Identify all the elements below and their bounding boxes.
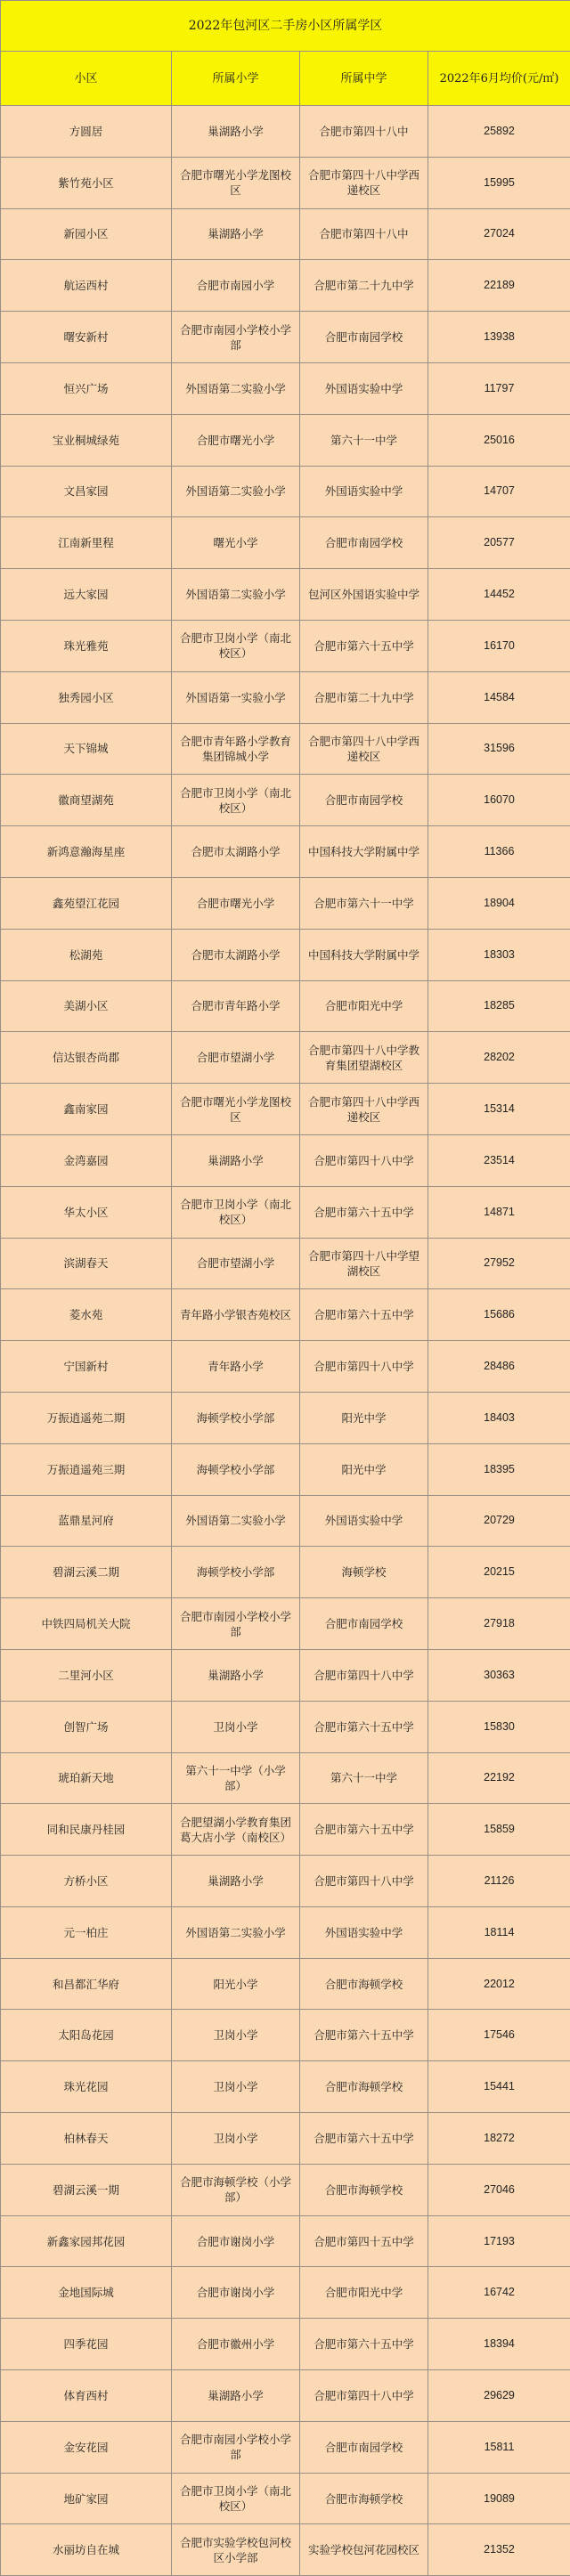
middle-school-cell: 合肥市第四十八中学西递校区: [300, 1084, 428, 1135]
community-cell: 宁国新村: [1, 1341, 172, 1393]
price-cell: 16170: [428, 620, 570, 671]
community-cell: 松湖苑: [1, 929, 172, 980]
middle-school-cell: 外国语实验中学: [300, 1495, 428, 1547]
price-cell: 18272: [428, 2113, 570, 2165]
primary-school-cell: 合肥市曙光小学: [172, 414, 300, 466]
price-cell: 13938: [428, 312, 570, 363]
community-cell: 同和民康丹桂园: [1, 1804, 172, 1856]
table-row: [1, 208, 570, 260]
table-row: [1, 1856, 570, 1907]
community-cell: 美湖小区: [1, 980, 172, 1032]
primary-school-cell: 海顿学校小学部: [172, 1392, 300, 1443]
table-row: [1, 2061, 570, 2113]
community-cell: 滨湖春天: [1, 1238, 172, 1289]
primary-school-cell: 卫岗小学: [172, 2010, 300, 2061]
middle-school-cell: 中国科技大学附属中学: [300, 826, 428, 878]
table-row: [1, 260, 570, 312]
primary-school-cell: 合肥市曙光小学龙图校区: [172, 1084, 300, 1135]
middle-school-cell: 合肥市第四十八中学西递校区: [300, 723, 428, 775]
community-cell: 鑫苑望江花园: [1, 877, 172, 929]
primary-school-cell: 合肥市南园小学: [172, 260, 300, 312]
primary-school-cell: 合肥市青年路小学教育集团锦城小学: [172, 723, 300, 775]
community-cell: 金安花园: [1, 2421, 172, 2473]
price-cell: 28202: [428, 1032, 570, 1084]
price-cell: 17546: [428, 2010, 570, 2061]
middle-school-cell: 合肥市第四十八中学教育集团望湖校区: [300, 1032, 428, 1084]
price-cell: 14871: [428, 1186, 570, 1238]
table-row: [1, 1186, 570, 1238]
price-cell: 18394: [428, 2319, 570, 2370]
primary-school-cell: 曙光小学: [172, 517, 300, 569]
community-cell: 菱水苑: [1, 1289, 172, 1341]
table-row: [1, 2370, 570, 2422]
primary-school-cell: 海顿学校小学部: [172, 1547, 300, 1598]
middle-school-cell: 合肥市第二十九中学: [300, 260, 428, 312]
price-cell: 31596: [428, 723, 570, 775]
table-row: [1, 2215, 570, 2267]
table-row: [1, 2473, 570, 2524]
community-cell: 新鸿意瀚海星座: [1, 826, 172, 878]
price-cell: 25016: [428, 414, 570, 466]
table-row: [1, 2319, 570, 2370]
table-row: [1, 2010, 570, 2061]
title-row: [1, 1, 570, 52]
table-row: [1, 1598, 570, 1650]
price-cell: 27046: [428, 2164, 570, 2215]
price-cell: 14584: [428, 671, 570, 723]
primary-school-cell: 合肥市谢岗小学: [172, 2267, 300, 2319]
primary-school-cell: 第六十一中学（小学部）: [172, 1752, 300, 1804]
primary-school-cell: 外国语第二实验小学: [172, 1495, 300, 1547]
price-cell: 18303: [428, 929, 570, 980]
table-title: 2022年包河区二手房小区所属学区: [1, 1, 570, 52]
price-cell: 21126: [428, 1856, 570, 1907]
price-cell: 22012: [428, 1958, 570, 2010]
table-row: [1, 362, 570, 414]
middle-school-cell: 合肥市第六十五中学: [300, 2319, 428, 2370]
middle-school-cell: 合肥市第六十五中学: [300, 1701, 428, 1752]
column-header-community: 小区: [1, 52, 172, 106]
community-cell: 万振逍遥苑二期: [1, 1392, 172, 1443]
community-cell: 珠光花园: [1, 2061, 172, 2113]
primary-school-cell: 外国语第二实验小学: [172, 569, 300, 621]
middle-school-cell: 合肥市第六十五中学: [300, 1289, 428, 1341]
community-cell: 方圆居: [1, 106, 172, 158]
table-row: [1, 929, 570, 980]
community-cell: 柏林春天: [1, 2113, 172, 2165]
price-cell: 14452: [428, 569, 570, 621]
table-row: [1, 2421, 570, 2473]
community-cell: 中铁四局机关大院: [1, 1598, 172, 1650]
primary-school-cell: 合肥市曙光小学: [172, 877, 300, 929]
community-cell: 紫竹苑小区: [1, 157, 172, 208]
community-cell: 太阳岛花园: [1, 2010, 172, 2061]
middle-school-cell: 中国科技大学附属中学: [300, 929, 428, 980]
price-cell: 18395: [428, 1443, 570, 1495]
table-row: [1, 157, 570, 208]
primary-school-cell: 合肥市卫岗小学（南北校区）: [172, 620, 300, 671]
primary-school-cell: 合肥市曙光小学龙图校区: [172, 157, 300, 208]
middle-school-cell: 合肥市海顿学校: [300, 2473, 428, 2524]
price-cell: 11797: [428, 362, 570, 414]
community-cell: 天下锦城: [1, 723, 172, 775]
middle-school-cell: 阳光中学: [300, 1443, 428, 1495]
middle-school-cell: 合肥市第六十五中学: [300, 1804, 428, 1856]
middle-school-cell: 合肥市南园学校: [300, 2421, 428, 2473]
primary-school-cell: 合肥市海顿学校（小学部）: [172, 2164, 300, 2215]
primary-school-cell: 合肥市南园小学校小学部: [172, 2421, 300, 2473]
price-cell: 27918: [428, 1598, 570, 1650]
community-cell: 航运西村: [1, 260, 172, 312]
community-cell: 信达银杏尚郡: [1, 1032, 172, 1084]
table-row: [1, 517, 570, 569]
table-row: [1, 312, 570, 363]
middle-school-cell: 外国语实验中学: [300, 466, 428, 517]
middle-school-cell: 合肥市南园学校: [300, 312, 428, 363]
community-cell: 徽商望湖苑: [1, 775, 172, 826]
table-row: [1, 106, 570, 158]
community-cell: 新鑫家园邦花园: [1, 2215, 172, 2267]
primary-school-cell: 巢湖路小学: [172, 106, 300, 158]
primary-school-cell: 合肥市望湖小学: [172, 1032, 300, 1084]
primary-school-cell: 合肥市徽州小学: [172, 2319, 300, 2370]
table-row: [1, 2524, 570, 2576]
table-row: [1, 1958, 570, 2010]
middle-school-cell: 合肥市第六十五中学: [300, 2113, 428, 2165]
middle-school-cell: 外国语实验中学: [300, 362, 428, 414]
table-row: [1, 466, 570, 517]
price-cell: 15995: [428, 157, 570, 208]
community-cell: 江南新里程: [1, 517, 172, 569]
middle-school-cell: 合肥市第二十九中学: [300, 671, 428, 723]
primary-school-cell: 卫岗小学: [172, 2061, 300, 2113]
community-cell: 恒兴广场: [1, 362, 172, 414]
header-row: [1, 52, 570, 106]
table-row: [1, 877, 570, 929]
price-cell: 19089: [428, 2473, 570, 2524]
price-cell: 22192: [428, 1752, 570, 1804]
middle-school-cell: 合肥市第四十八中: [300, 106, 428, 158]
community-cell: 地矿家园: [1, 2473, 172, 2524]
price-cell: 30363: [428, 1649, 570, 1701]
primary-school-cell: 巢湖路小学: [172, 1134, 300, 1186]
primary-school-cell: 阳光小学: [172, 1958, 300, 2010]
primary-school-cell: 外国语第一实验小学: [172, 671, 300, 723]
community-cell: 琥珀新天地: [1, 1752, 172, 1804]
price-cell: 16742: [428, 2267, 570, 2319]
middle-school-cell: 第六十一中学: [300, 414, 428, 466]
middle-school-cell: 合肥市第四十八中学: [300, 1856, 428, 1907]
community-cell: 万振逍遥苑三期: [1, 1443, 172, 1495]
table-row: [1, 1906, 570, 1958]
price-cell: 25892: [428, 106, 570, 158]
middle-school-cell: 合肥市第四十五中学: [300, 2215, 428, 2267]
middle-school-cell: 合肥市阳光中学: [300, 2267, 428, 2319]
price-cell: 15441: [428, 2061, 570, 2113]
price-cell: 14707: [428, 466, 570, 517]
price-cell: 18114: [428, 1906, 570, 1958]
table-row: [1, 1752, 570, 1804]
price-cell: 18285: [428, 980, 570, 1032]
primary-school-cell: 合肥市实验学校包河校区小学部: [172, 2524, 300, 2576]
table-row: [1, 414, 570, 466]
primary-school-cell: 合肥望湖小学教育集团葛大店小学（南校区）: [172, 1804, 300, 1856]
community-cell: 鑫南家园: [1, 1084, 172, 1135]
middle-school-cell: 合肥市第四十八中: [300, 208, 428, 260]
price-cell: 20215: [428, 1547, 570, 1598]
table-row: [1, 569, 570, 621]
table-body: [1, 106, 570, 2576]
community-cell: 四季花园: [1, 2319, 172, 2370]
table-row: [1, 671, 570, 723]
table-row: [1, 826, 570, 878]
primary-school-cell: 巢湖路小学: [172, 2370, 300, 2422]
community-cell: 水丽坊自在城: [1, 2524, 172, 2576]
middle-school-cell: 合肥市南园学校: [300, 1598, 428, 1650]
price-cell: 18403: [428, 1392, 570, 1443]
primary-school-cell: 外国语第二实验小学: [172, 1906, 300, 1958]
primary-school-cell: 巢湖路小学: [172, 1649, 300, 1701]
primary-school-cell: 外国语第二实验小学: [172, 466, 300, 517]
price-cell: 15859: [428, 1804, 570, 1856]
primary-school-cell: 合肥市望湖小学: [172, 1238, 300, 1289]
table-row: [1, 1238, 570, 1289]
community-cell: 宝业桐城绿苑: [1, 414, 172, 466]
middle-school-cell: 合肥市第六十五中学: [300, 2010, 428, 2061]
middle-school-cell: 合肥市第四十八中学望湖校区: [300, 1238, 428, 1289]
table-row: [1, 1547, 570, 1598]
middle-school-cell: 合肥市第四十八中学: [300, 1341, 428, 1393]
price-cell: 16070: [428, 775, 570, 826]
price-cell: 17193: [428, 2215, 570, 2267]
table-row: [1, 1804, 570, 1856]
community-cell: 元一柏庄: [1, 1906, 172, 1958]
middle-school-cell: 合肥市阳光中学: [300, 980, 428, 1032]
middle-school-cell: 阳光中学: [300, 1392, 428, 1443]
primary-school-cell: 合肥市卫岗小学（南北校区）: [172, 1186, 300, 1238]
primary-school-cell: 合肥市太湖路小学: [172, 929, 300, 980]
middle-school-cell: 合肥市第四十八中学: [300, 1134, 428, 1186]
table-row: [1, 1495, 570, 1547]
table-row: [1, 1701, 570, 1752]
price-cell: 29629: [428, 2370, 570, 2422]
primary-school-cell: 合肥市南园小学校小学部: [172, 1598, 300, 1650]
price-cell: 28486: [428, 1341, 570, 1393]
middle-school-cell: 合肥市第四十八中学西递校区: [300, 157, 428, 208]
community-cell: 方桥小区: [1, 1856, 172, 1907]
primary-school-cell: 合肥市太湖路小学: [172, 826, 300, 878]
table-row: [1, 980, 570, 1032]
community-cell: 金地国际城: [1, 2267, 172, 2319]
middle-school-cell: 合肥市第六十五中学: [300, 620, 428, 671]
community-cell: 和昌都汇华府: [1, 1958, 172, 2010]
primary-school-cell: 巢湖路小学: [172, 208, 300, 260]
table-row: [1, 1032, 570, 1084]
middle-school-cell: 合肥市南园学校: [300, 517, 428, 569]
community-cell: 金湾嘉园: [1, 1134, 172, 1186]
table-row: [1, 2164, 570, 2215]
price-cell: 18904: [428, 877, 570, 929]
middle-school-cell: 第六十一中学: [300, 1752, 428, 1804]
community-cell: 创智广场: [1, 1701, 172, 1752]
price-cell: 15314: [428, 1084, 570, 1135]
price-cell: 21352: [428, 2524, 570, 2576]
table-row: [1, 1289, 570, 1341]
middle-school-cell: 包河区外国语实验中学: [300, 569, 428, 621]
table-row: [1, 1649, 570, 1701]
community-cell: 新园小区: [1, 208, 172, 260]
primary-school-cell: 合肥市卫岗小学（南北校区）: [172, 2473, 300, 2524]
price-cell: 15686: [428, 1289, 570, 1341]
primary-school-cell: 卫岗小学: [172, 1701, 300, 1752]
price-cell: 15811: [428, 2421, 570, 2473]
table-row: [1, 775, 570, 826]
primary-school-cell: 合肥市青年路小学: [172, 980, 300, 1032]
community-cell: 体育西村: [1, 2370, 172, 2422]
column-header-avg-price: 2022年6月均价(元/㎡): [428, 52, 570, 106]
primary-school-cell: 卫岗小学: [172, 2113, 300, 2165]
price-cell: 15830: [428, 1701, 570, 1752]
primary-school-cell: 青年路小学: [172, 1341, 300, 1393]
table-row: [1, 1134, 570, 1186]
primary-school-cell: 巢湖路小学: [172, 1856, 300, 1907]
community-cell: 碧湖云溪一期: [1, 2164, 172, 2215]
price-cell: 22189: [428, 260, 570, 312]
middle-school-cell: 实验学校包河花园校区: [300, 2524, 428, 2576]
community-cell: 独秀园小区: [1, 671, 172, 723]
middle-school-cell: 合肥市第四十八中学: [300, 1649, 428, 1701]
price-cell: 27952: [428, 1238, 570, 1289]
middle-school-cell: 合肥市第六十五中学: [300, 1186, 428, 1238]
primary-school-cell: 合肥市谢岗小学: [172, 2215, 300, 2267]
middle-school-cell: 海顿学校: [300, 1547, 428, 1598]
price-cell: 11366: [428, 826, 570, 878]
middle-school-cell: 外国语实验中学: [300, 1906, 428, 1958]
primary-school-cell: 合肥市南园小学校小学部: [172, 312, 300, 363]
price-cell: 20577: [428, 517, 570, 569]
middle-school-cell: 合肥市第六十一中学: [300, 877, 428, 929]
column-header-primary-school: 所属小学: [172, 52, 300, 106]
primary-school-cell: 外国语第二实验小学: [172, 362, 300, 414]
middle-school-cell: 合肥市海顿学校: [300, 2061, 428, 2113]
community-cell: 曙安新村: [1, 312, 172, 363]
community-cell: 碧湖云溪二期: [1, 1547, 172, 1598]
table-row: [1, 1392, 570, 1443]
column-header-middle-school: 所属中学: [300, 52, 428, 106]
community-cell: 二里河小区: [1, 1649, 172, 1701]
community-cell: 华太小区: [1, 1186, 172, 1238]
price-cell: 27024: [428, 208, 570, 260]
table-row: [1, 2267, 570, 2319]
community-cell: 文昌家园: [1, 466, 172, 517]
community-cell: 远大家园: [1, 569, 172, 621]
table-row: [1, 620, 570, 671]
primary-school-cell: 青年路小学银杏苑校区: [172, 1289, 300, 1341]
community-cell: 蓝鼎星河府: [1, 1495, 172, 1547]
price-cell: 23514: [428, 1134, 570, 1186]
middle-school-cell: 合肥市海顿学校: [300, 2164, 428, 2215]
community-cell: 珠光雅苑: [1, 620, 172, 671]
table-row: [1, 723, 570, 775]
table-row: [1, 2113, 570, 2165]
table-row: [1, 1443, 570, 1495]
primary-school-cell: 合肥市卫岗小学（南北校区）: [172, 775, 300, 826]
table-row: [1, 1084, 570, 1135]
price-cell: 20729: [428, 1495, 570, 1547]
middle-school-cell: 合肥市南园学校: [300, 775, 428, 826]
table-row: [1, 1341, 570, 1393]
primary-school-cell: 海顿学校小学部: [172, 1443, 300, 1495]
middle-school-cell: 合肥市海顿学校: [300, 1958, 428, 2010]
middle-school-cell: 合肥市第四十八中学: [300, 2370, 428, 2422]
